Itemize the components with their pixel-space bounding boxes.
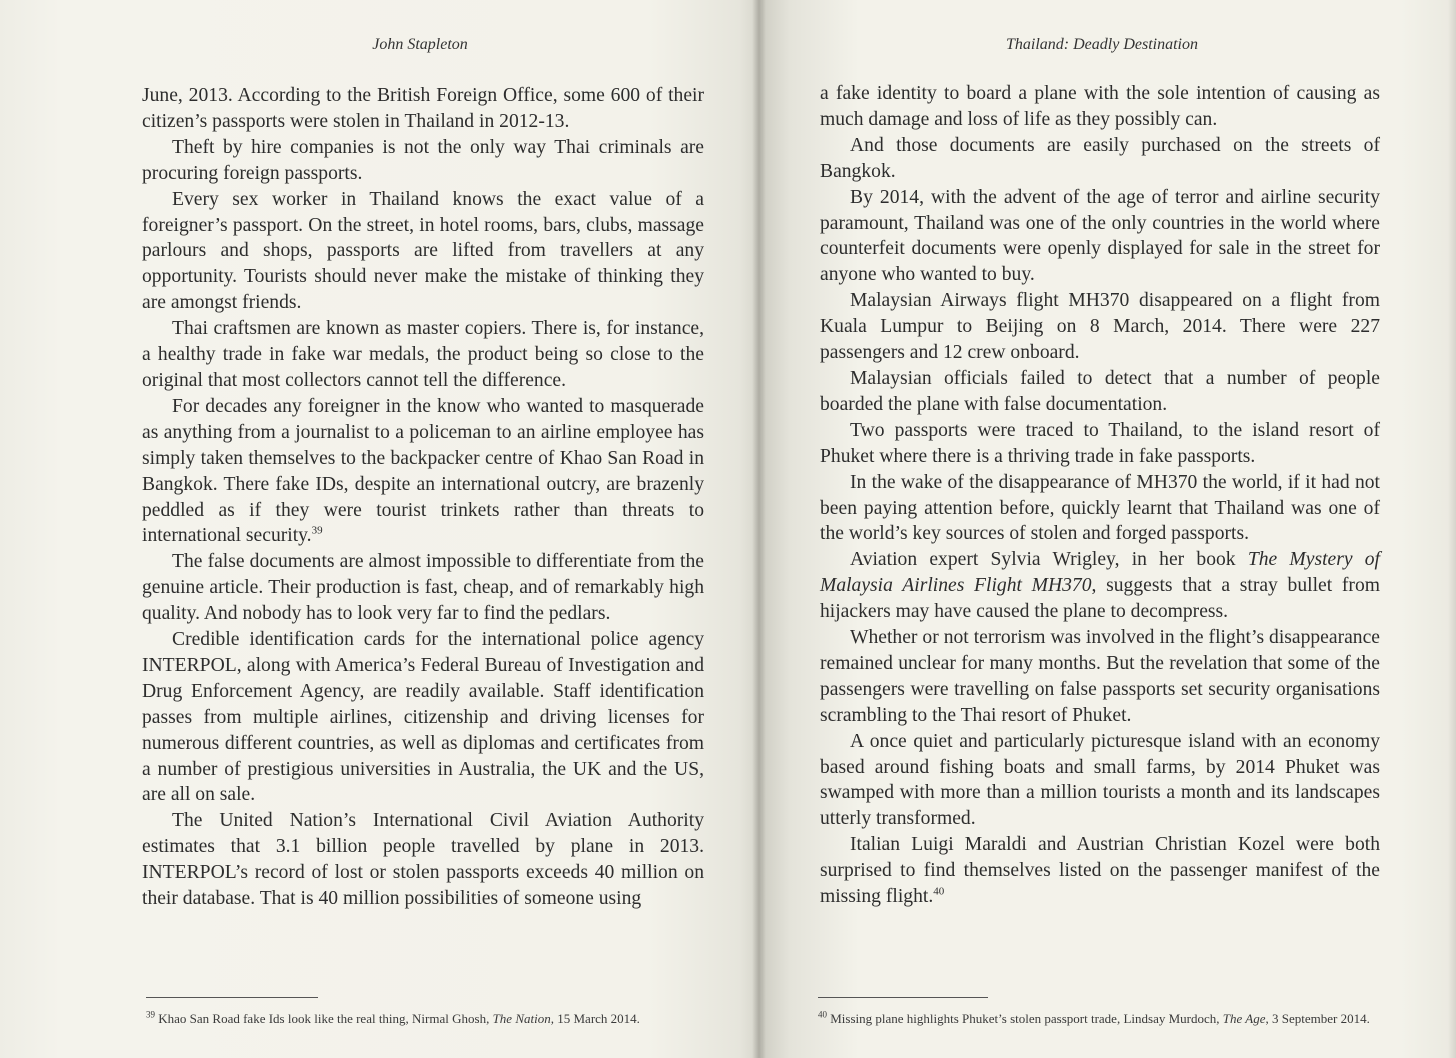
paragraph: Thai craftsmen are known as master copiers. There is, for instance, a healthy trade in fake war medals, the product being so close to the original that most collectors cannot tell the difference. (142, 318, 704, 391)
paragraph-text: , suggests that a stray bullet from hijackers may have caused the plane to decompress. (820, 575, 1380, 623)
paragraph: a fake identity to board a plane with the sole intention of causing as much damage and loss of life as they possibly can. (820, 83, 1380, 130)
paragraph: Whether or not terrorism was involved in the flight’s disappearance remained unclear for many months. But the revelation that some of the passengers were travelling on false passports set security organisations scrambling to the Thai resort of Phuket. (820, 627, 1380, 726)
footnote-text: Missing plane highlights Phuket’s stolen passport trade, Lindsay Murdoch, (830, 1011, 1223, 1026)
paragraph: Every sex worker in Thailand knows the exact value of a foreigner’s passport. On the street, in hotel rooms, bars, clubs, massage parlours and shops, passports are lifted from travellers at any opportunity. Tourists should never make the mistake of thinking they are amongst friends. (142, 188, 704, 314)
running-head-author: John Stapleton (372, 36, 468, 53)
paragraph-with-note (820, 832, 1380, 910)
footnote (146, 1009, 706, 1028)
footnote-number: 40 (818, 1009, 827, 1020)
footnote-publication: The Age (1222, 1011, 1266, 1026)
paragraph: The false documents are almost impossible to differentiate from the genuine article. Their production is fast, cheap, and of remarkably high quality. And nobody has to look very far to find the pedlars. (142, 551, 704, 625)
running-head-title: Thailand: Deadly Destination (1006, 36, 1198, 53)
paragraph: And those documents are easily purchased on the streets of Bangkok. (820, 134, 1380, 182)
paragraph: Two passports were traced to Thailand, to the island resort of Phuket where there is a thriving trade in fake passports. (820, 419, 1380, 467)
footnote-publication: The Nation, (492, 1011, 554, 1026)
footnote-number: 39 (146, 1009, 155, 1020)
footnote-divider (818, 997, 988, 998)
footnote-reference[interactable]: 40 (933, 885, 945, 898)
footnote-date: 15 March 2014. (553, 1011, 640, 1026)
paragraph: The United Nation’s International Civil Aviation Authority estimates that 3.1 billion people travelled by plane in 2013. INTERPOL’s record of lost or stolen passports exceeds 40 million on their database. That is 40 million possibilities of someone using (142, 810, 704, 910)
paragraph-text: Aviation expert Sylvia Wrigley, in her book (850, 549, 1248, 571)
paragraph-text: For decades any foreigner in the know who wanted to masquerade as anything from a journalist to a policeman to an airline employee has simply taken themselves to the backpacker centre of Khao San Road in Bangkok. There fake IDs, despite an international outcry, are brazenly peddled as if they were tourist trinkets rather than threats to international security. (142, 395, 704, 547)
paragraph: Credible identification cards for the international police agency INTERPOL, along with America’s Federal Bureau of Investigation and Drug Enforcement Agency, are readily available. Staff identification passes from multiple airlines, citizenship and driving licenses for numerous different countries, as well as diplomas and certificates from a number of prestigious universities in Australia, the UK and the US, are all on sale. (142, 629, 704, 806)
footnote-divider (146, 997, 318, 998)
footnote-date: , 3 September 2014. (1265, 1011, 1370, 1026)
paragraph-text: Italian Luigi Maraldi and Austrian Christian Kozel were both surprised to find themselves listed on the passenger manifest of the missing flight. (820, 834, 1380, 908)
book-title: The Mystery of Malaysia Airlines Flight MH370 (820, 549, 1380, 597)
paragraph: By 2014, with the advent of the age of terror and airline security paramount, Thailand was one of the only countries in the world where counterfeit documents were openly displayed for sale in the street for anyone who wanted to buy. (820, 186, 1380, 286)
left-page-body (142, 83, 704, 912)
footnote-text: Khao San Road fake Ids look like the real thing, Nirmal Ghosh, (158, 1011, 493, 1026)
paragraph: A once quiet and particularly picturesque island with an economy based around fishing boats and small farms, by 2014 Phuket was swamped with more than a million tourists a month and its landscapes utterly transformed. (820, 730, 1380, 830)
paragraph: June, 2013. According to the British Foreign Office, some 600 of their citizen’s passports were stolen in Thailand in 2012-13. (142, 85, 704, 132)
right-page (762, 0, 1456, 1058)
paragraph-with-note (142, 394, 704, 549)
footnote (818, 1009, 1378, 1028)
paragraph-aviation-expert (820, 547, 1380, 625)
footnote-reference[interactable]: 39 (311, 524, 323, 537)
paragraph: Theft by hire companies is not the only way Thai criminals are procuring foreign passports. (142, 136, 704, 184)
paragraph: Malaysian officials failed to detect that a number of people boarded the plane with false documentation. (820, 367, 1380, 415)
paragraph: Malaysian Airways flight MH370 disappeared on a flight from Kuala Lumpur to Beijing on 8 March, 2014. There were 227 passengers and 12 crew onboard. (820, 290, 1380, 364)
paragraph: In the wake of the disappearance of MH370 the world, if it had not been paying attention before, quickly learnt that Thailand was one of the world’s key sources of stolen and forged passports. (820, 471, 1380, 545)
right-page-body (820, 81, 1380, 910)
page-edge-shadow (1448, 0, 1456, 1058)
